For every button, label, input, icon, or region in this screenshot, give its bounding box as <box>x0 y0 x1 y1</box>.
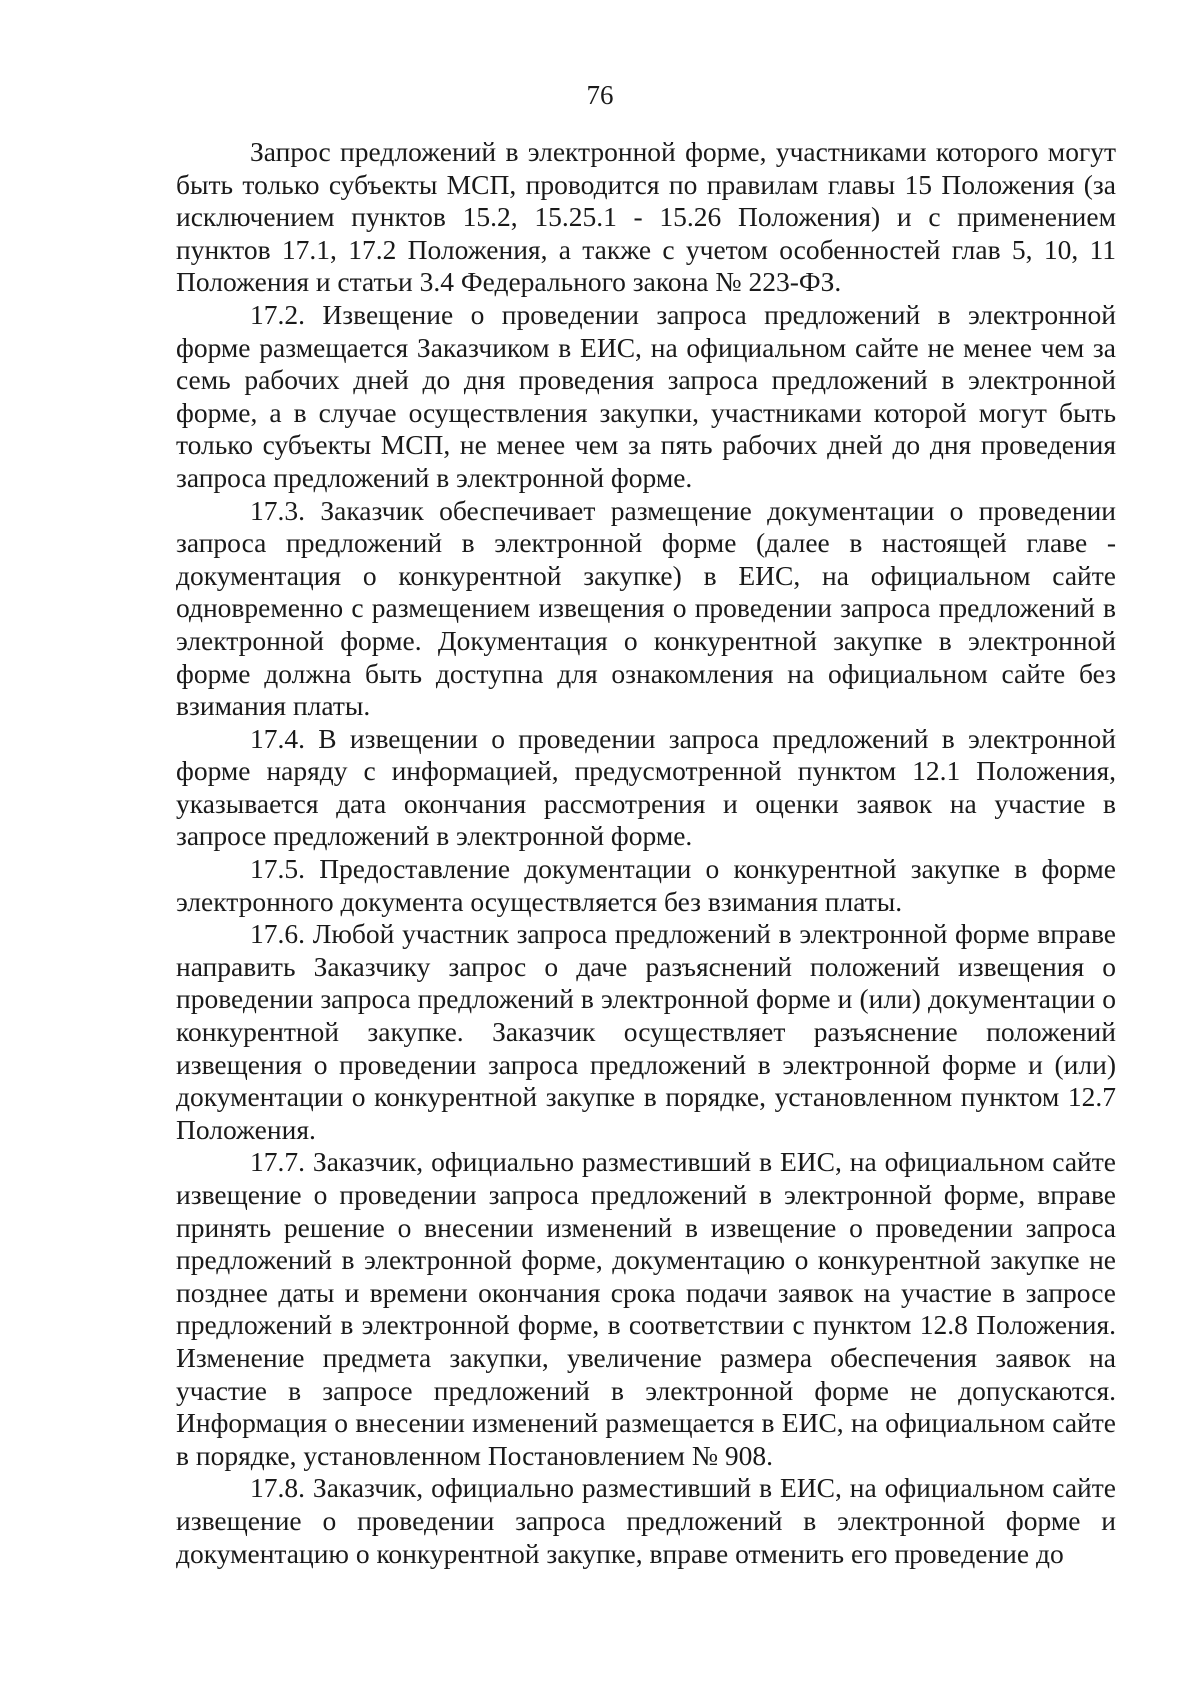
paragraph-17-6: 17.6. Любой участник запроса предложений в электронной форме вправе направить Заказчику запрос о даче разъяснений положений извещения о проведении запроса предложений в электронной форме и (или) документации о конкурентной закупке. Заказчик осуществляет разъяснение положений извещения о проведении запроса предложений в электронной форме и (или) документации о конкурентной закупке в порядке, установленном пунктом 12.7 Положения. <box>176 918 1116 1145</box>
paragraph-17-2: 17.2. Извещение о проведении запроса предложений в электронной форме размещается Заказчиком в ЕИС, на официальном сайте не менее чем за семь рабочих дней до дня проведения запроса предложений в электронной форме, а в случае осуществления закупки, участниками которой могут быть только субъекты МСП, не менее чем за пять рабочих дней до дня проведения запроса предложений в электронной форме. <box>176 298 1116 493</box>
document-body <box>176 136 1116 1570</box>
paragraph-17-5: 17.5. Предоставление документации о конкурентной закупке в форме электронного документа осуществляется без взимания платы. <box>176 853 1116 917</box>
paragraph-17-7: 17.7. Заказчик, официально разместивший в ЕИС, на официальном сайте извещение о проведении запроса предложений в электронной форме, вправе принять решение о внесении изменений в извещение о проведении запроса предложений в электронной форме, документацию о конкурентной закупке не позднее даты и времени окончания срока подачи заявок на участие в запросе предложений в электронной форме, в соответствии с пунктом 12.8 Положения. Изменение предмета закупки, увеличение размера обеспечения заявок на участие в запросе предложений в электронной форме не допускаются. Информация о внесении изменений размещается в ЕИС, на официальном сайте в порядке, установленном Постановлением № 908. <box>176 1146 1116 1471</box>
paragraph-17-3: 17.3. Заказчик обеспечивает размещение документации о проведении запроса предложений в электронной форме (далее в настоящей главе - документация о конкурентной закупке) в ЕИС, на официальном сайте одновременно с размещением извещения о проведении запроса предложений в электронной форме. Документация о конкурентной закупке в электронной форме должна быть доступна для ознакомления на официальном сайте без взимания платы. <box>176 494 1116 722</box>
page-number: 76 <box>586 80 614 110</box>
paragraph-intro: Запрос предложений в электронной форме, участниками которого могут быть только субъекты МСП, проводится по правилам главы 15 Положения (за исключением пунктов 15.2, 15.25.1 - 15.26 Положения) и с применением пунктов 17.1, 17.2 Положения, а также с учетом особенностей глав 5, 10, 11 Положения и статьи 3.4 Федерального закона № 223-ФЗ. <box>176 136 1116 298</box>
paragraph-17-4: 17.4. В извещении о проведении запроса предложений в электронной форме наряду с информацией, предусмотренной пунктом 12.1 Положения, указывается дата окончания рассмотрения и оценки заявок на участие в запросе предложений в электронной форме. <box>176 722 1116 852</box>
paragraph-17-8: 17.8. Заказчик, официально разместивший в ЕИС, на официальном сайте извещение о проведении запроса предложений в электронной форме и документацию о конкурентной закупке, вправе отменить его проведение до <box>176 1472 1116 1569</box>
